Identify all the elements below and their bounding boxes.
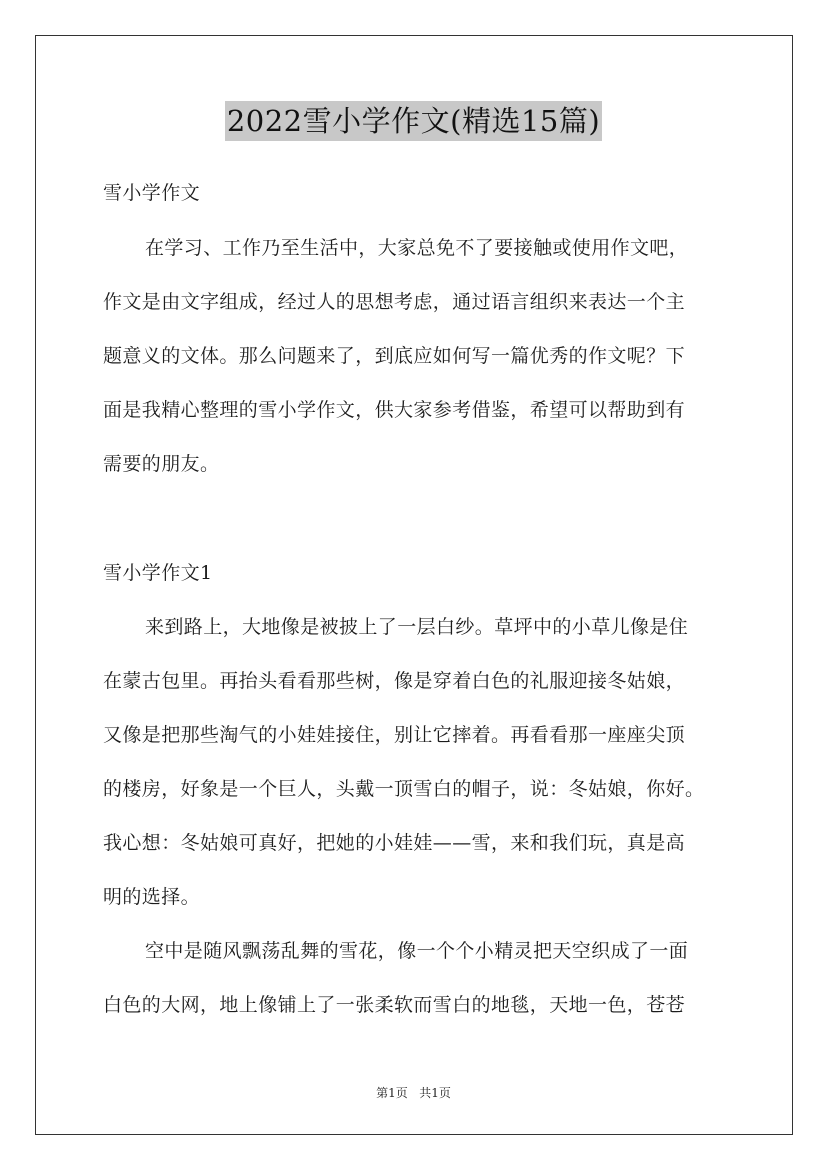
document-title: 2022雪小学作文(精选15篇)	[225, 101, 602, 141]
intro-line: 在学习、工作乃至生活中，大家总免不了要接触或使用作文吧，	[145, 237, 689, 259]
page-footer	[0, 1084, 827, 1101]
intro-line: 面是我精心整理的雪小学作文，供大家参考借鉴，希望可以帮助到有	[103, 399, 686, 421]
paragraph-line: 白色的大网，地上像铺上了一张柔软而雪白的地毯，天地一色，苍苍	[103, 994, 686, 1016]
intro-line: 作文是由文字组成，经过人的思想考虑，通过语言组织来表达一个主	[103, 291, 686, 313]
title-container	[0, 101, 827, 141]
section-heading: 雪小学作文1	[103, 562, 213, 584]
paragraph-line: 在蒙古包里。再抬头看看那些树，像是穿着白色的礼服迎接冬姑娘，	[103, 670, 686, 692]
paragraph-line: 明的选择。	[103, 886, 201, 908]
paragraph-line: 来到路上，大地像是被披上了一层白纱。草坪中的小草儿像是住	[145, 616, 689, 638]
intro-heading: 雪小学作文	[103, 182, 201, 204]
paragraph-line: 又像是把那些淘气的小娃娃接住，别让它摔着。再看看那一座座尖顶	[103, 724, 686, 746]
paragraph-line: 空中是随风飘荡乱舞的雪花，像一个个小精灵把天空织成了一面	[145, 940, 689, 962]
intro-line: 题意义的文体。那么问题来了，到底应如何写一篇优秀的作文呢？下	[103, 345, 686, 367]
intro-line: 需要的朋友。	[103, 453, 220, 475]
paragraph-line: 我心想：冬姑娘可真好，把她的小娃娃——雪，来和我们玩，真是高	[103, 832, 686, 854]
paragraph-line: 的楼房，好象是一个巨人，头戴一顶雪白的帽子，说：冬姑娘，你好。	[103, 778, 705, 800]
page-number-label: 第1页 共1页	[376, 1086, 451, 1100]
